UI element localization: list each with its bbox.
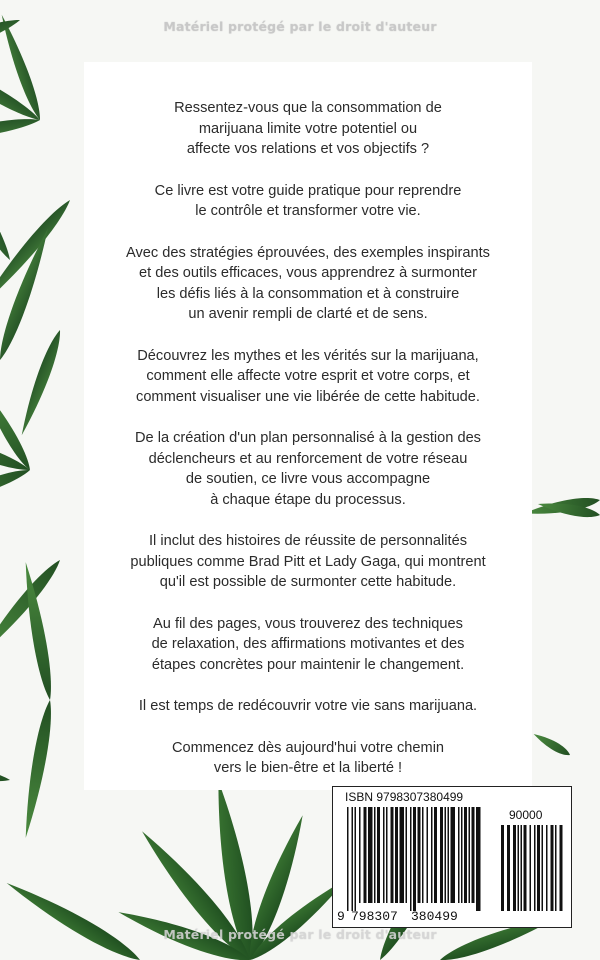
isbn-label: ISBN 9798307380499 <box>345 790 464 804</box>
barcode-addon-bar <box>521 825 523 911</box>
barcode-bar <box>469 807 471 903</box>
barcode-bar <box>359 807 361 903</box>
barcode-bar <box>347 807 349 911</box>
barcode-addon-bar <box>507 825 510 911</box>
barcode-bar <box>445 807 447 903</box>
barcode-addon-bar <box>530 825 532 911</box>
barcode-addon-bar <box>560 825 563 911</box>
barcode-bar <box>413 807 416 911</box>
barcode-bar <box>377 807 380 903</box>
copyright-watermark-bottom: Matériel protégé par le droit d'auteur <box>163 927 437 942</box>
barcode-bar <box>355 807 357 911</box>
copyright-watermark-top: Matériel protégé par le droit d'auteur <box>163 19 437 34</box>
barcode-left-digits: 798307 <box>351 909 398 924</box>
isbn-barcode-block <box>332 786 572 928</box>
barcode-bar <box>374 807 376 903</box>
barcode-bar <box>391 807 394 903</box>
barcode-bar <box>451 807 456 903</box>
barcode-bar <box>368 807 373 903</box>
barcode-bar <box>461 807 463 903</box>
blurb-paragraph: Avec des stratégies éprouvées, des exemples inspirants et des outils efficaces, vous apprendrez à surmonter les défis liés à la consommation et à construire un avenir rempli de clarté et de sens. <box>126 244 490 322</box>
book-blurb <box>84 98 532 800</box>
barcode-addon-bar <box>524 825 527 911</box>
barcode-bar <box>400 807 405 903</box>
barcode-bar <box>448 807 450 903</box>
barcode-bar <box>458 807 460 903</box>
blurb-paragraph: Ressentez-vous que la consommation de marijuana limite votre potentiel ou affecte vos relations et vos objectifs ? <box>174 100 442 157</box>
barcode-addon-bar <box>537 825 540 911</box>
barcode-bar <box>464 807 467 903</box>
barcode-addon-bar <box>501 825 504 911</box>
barcode-bar <box>406 807 408 903</box>
barcode-addon-bar <box>518 825 520 911</box>
barcode-addon-bar <box>546 825 548 911</box>
blurb-paragraph: De la création d'un plan personnalisé à la gestion des déclencheurs et au renforcement de votre réseau de soutien, ce livre vous accompagne à chaque étape du processus. <box>135 430 481 508</box>
barcode-bar <box>352 807 354 911</box>
barcode-bar <box>472 807 475 903</box>
barcode-bar <box>395 807 398 903</box>
barcode-bar <box>440 807 443 903</box>
barcode-bar <box>476 807 481 911</box>
barcode-first-digit: 9 <box>337 909 345 924</box>
barcode-bar <box>364 807 367 903</box>
blurb-paragraph: Commencez dès aujourd'hui votre chemin vers le bien-être et la liberté ! <box>171 739 445 776</box>
blurb-paragraph: Au fil des pages, vous trouverez des techniques de relaxation, des affirmations motivantes et des étapes concrètes pour maintenir le changement. <box>151 615 465 673</box>
barcode-addon-bar <box>555 825 557 911</box>
blurb-paragraph: Il inclut des histoires de réussite de personnalités publiques comme Brad Pitt et Lady Gaga, qui montrent qu'il est possible de surmonter cette habitude. <box>130 533 486 590</box>
barcode-bar <box>418 807 421 903</box>
blurb-paragraph: Ce livre est votre guide pratique pour reprendre le contrôle et transformer votre vie. <box>154 182 462 219</box>
barcode-bar <box>386 807 388 903</box>
barcode-bar <box>410 807 412 911</box>
blurb-paragraph: Il est temps de redécouvrir votre vie sans marijuana. <box>138 698 478 714</box>
back-cover-text-panel <box>84 62 532 790</box>
barcode-addon-bar <box>542 825 544 911</box>
price-code: 90000 <box>509 808 543 822</box>
barcode-bar <box>383 807 385 903</box>
barcode-addon-bar <box>513 825 516 911</box>
barcode-bar <box>422 807 424 903</box>
barcode-bar <box>431 807 433 903</box>
blurb-paragraph: Découvrez les mythes et les vérités sur la marijuana, comment elle affecte votre esprit et votre corps, et comment visualiser une vie libérée de cette habitude. <box>136 347 480 405</box>
barcode-addon-bar <box>534 825 536 911</box>
barcode-addon-bar <box>551 825 554 911</box>
barcode-right-digits: 380499 <box>411 909 458 924</box>
barcode-bar <box>434 807 437 903</box>
barcode-bar <box>427 807 429 903</box>
